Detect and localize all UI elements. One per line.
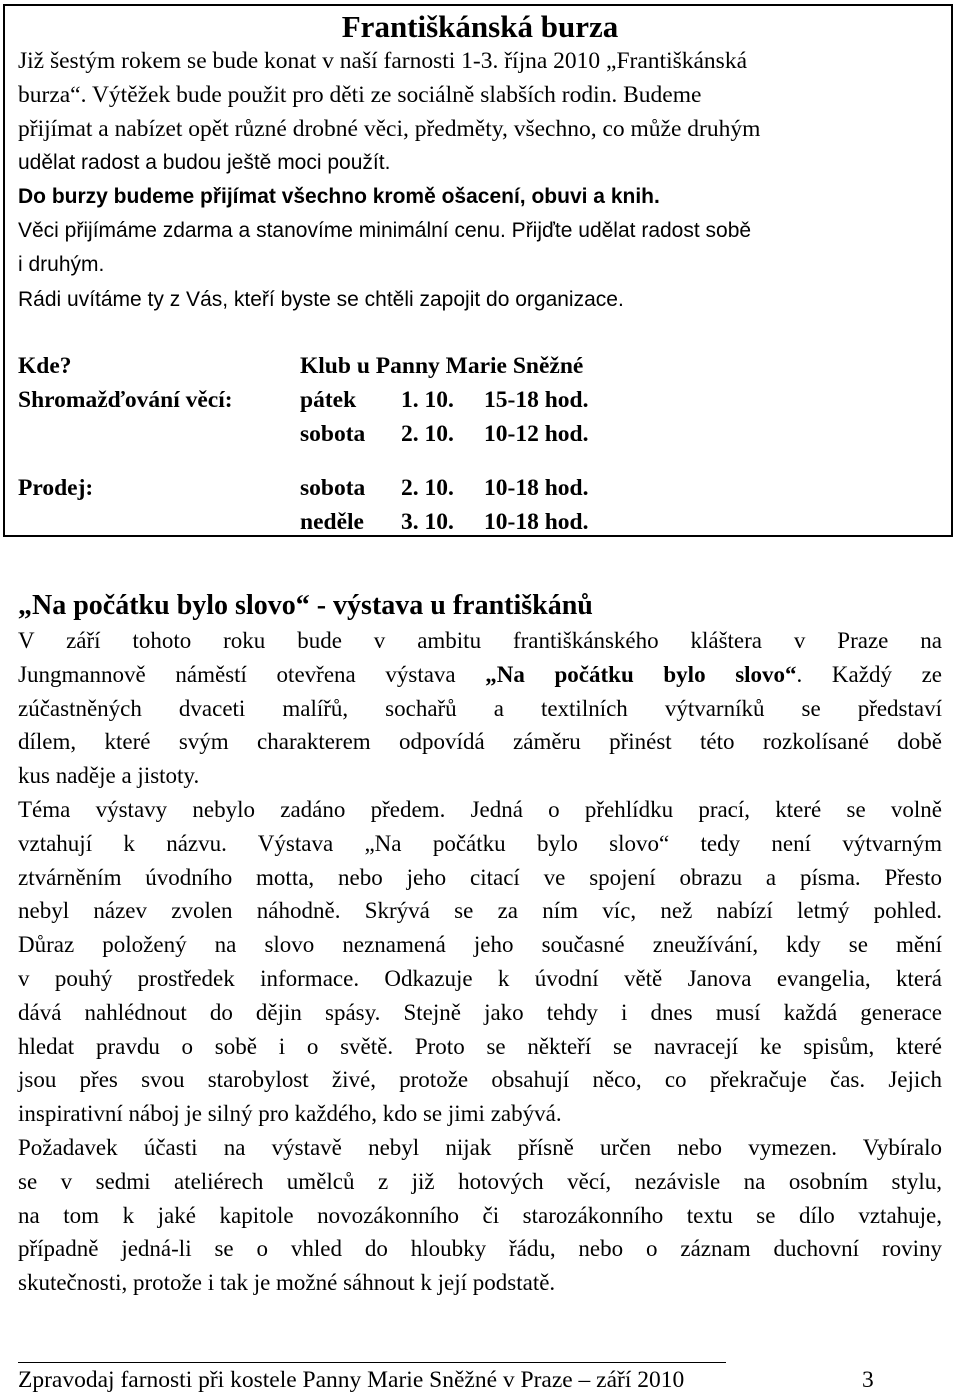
exhibition-paragraph-1 xyxy=(18,624,942,793)
schedule-day: sobota xyxy=(300,475,366,501)
bazaar-title: Františkánská burza xyxy=(341,9,619,44)
paragraph-text: Jungmannově náměstí otevřena výstava xyxy=(18,661,486,687)
paragraph-line: na tom k jaké kapitole novozákonního či starozákonního textu se dílo vztahuje, xyxy=(18,1202,942,1228)
paragraph-line: dílem, které svým charakterem odpovídá záměru přinést této rozkolísané době xyxy=(18,729,942,755)
paragraph-line: Důraz položený na slovo neznamená jeho současné zneužívání, kdy se mění xyxy=(18,932,942,958)
schedule-time: 15-18 hod. xyxy=(484,387,589,413)
where-value: Klub u Panny Marie Sněžné xyxy=(300,353,584,379)
paragraph-line: v pouhý prostředek informace. Odkazuje k úvodní větě Janova evangelia, která xyxy=(18,965,942,991)
paragraph-line: inspirativní náboj je silný pro každého, kdo se jimi zabývá. xyxy=(18,1101,562,1127)
paragraph-line: zúčastněných dvaceti malířů, sochařů a textilních výtvarníků se představí xyxy=(18,695,942,721)
schedule-day: pátek xyxy=(300,387,357,413)
paragraph-line: Téma výstavy nebylo zadáno předem. Jedná o přehlídku prací, které se volně xyxy=(18,797,942,822)
paragraph-line: Požadavek účasti na výstavě nebyl nijak přísně určen nebo vymezen. Vybíralo xyxy=(18,1135,942,1160)
paragraph-line: V září tohoto roku bude v ambitu františkánského kláštera v Praze na xyxy=(18,628,942,653)
page-number: 3 xyxy=(862,1367,874,1393)
paragraph-line: případně jedná-li se o vhled do hloubky řádu, nebo o záznam duchovní roviny xyxy=(18,1236,942,1262)
schedule-date: 3. 10. xyxy=(401,509,454,535)
footer-text: Zpravodaj farnosti při kostele Panny Marie Sněžné v Praze – září 2010 xyxy=(18,1367,685,1393)
schedule-day: neděle xyxy=(300,509,364,535)
paragraph-line: hledat pravdu o sobě i o světě. Proto se někteří se navracejí ke spisům, které xyxy=(18,1033,942,1059)
bazaar-text-line: udělat radost a budou ještě moci použít. xyxy=(18,151,391,174)
schedule-date: 2. 10. xyxy=(401,475,454,501)
exhibition-heading: „Na počátku bylo slovo“ - výstava u františkánů xyxy=(18,590,593,621)
schedule-time: 10-18 hod. xyxy=(484,509,589,535)
bazaar-text-line: Rádi uvítáme ty z Vás, kteří byste se chtěli zapojit do organizace. xyxy=(18,288,624,311)
paragraph-line: kus naděje a jistoty. xyxy=(18,763,200,789)
paragraph-line: skutečnosti, protože i tak je možné sáhnout k její podstatě. xyxy=(18,1270,556,1296)
exhibition-paragraph-2 xyxy=(18,793,942,1131)
paragraph-line: ztvárněním úvodního motta, nebo jeho citací ve spojení obrazu a písma. Přesto xyxy=(18,864,942,890)
paragraph-line: jsou přes svou starobylost živé, protože obsahují něco, co překračuje čas. Jejich xyxy=(18,1067,942,1093)
bazaar-text-line: Věci přijímáme zdarma a stanovíme minimální cenu. Přijďte udělat radost sobě xyxy=(18,219,752,242)
exhibition-paragraph-3 xyxy=(18,1131,942,1300)
paragraph-line: se v sedmi ateliérech umělců z již hotových věcí, nezávisle na osobním stylu, xyxy=(18,1168,942,1194)
schedule-time: 10-12 hod. xyxy=(484,421,589,447)
bazaar-text-line: burza“. Výtěžek bude použit pro děti ze sociálně slabších rodin. Budeme xyxy=(18,82,702,108)
paragraph-line: vztahují k názvu. Výstava „Na počátku bylo slovo“ tedy není výtvarným xyxy=(18,830,942,856)
bazaar-exclusion-note: Do burzy budeme přijímat všechno kromě ošacení, obuvi a knih. xyxy=(18,185,660,208)
paragraph-text: . Každý ze xyxy=(796,661,943,687)
schedule-day: sobota xyxy=(300,421,366,447)
paragraph-line: dává nahlédnout do dějin spásy. Stejně jako tehdy i dnes musí každá generace xyxy=(18,999,942,1025)
paragraph-line xyxy=(18,658,942,692)
bazaar-text-line: i druhým. xyxy=(18,253,105,276)
schedule-date: 1. 10. xyxy=(401,387,454,413)
where-label: Kde? xyxy=(18,353,72,379)
sale-label: Prodej: xyxy=(18,475,94,501)
collection-label: Shromažďování věcí: xyxy=(18,387,233,413)
schedule-time: 10-18 hod. xyxy=(484,475,589,501)
schedule-date: 2. 10. xyxy=(401,421,454,447)
bazaar-text-line: přijímat a nabízet opět různé drobné věci, předměty, všechno, co může druhým xyxy=(18,116,761,142)
paragraph-line: nebyl název zvolen náhodně. Skrývá se za ním víc, než nabízí letmý pohled. xyxy=(18,898,942,924)
footer-rule xyxy=(18,1362,726,1363)
exhibition-title-inline: „Na počátku bylo slovo“ xyxy=(485,661,797,687)
bazaar-text-line: Již šestým rokem se bude konat v naší farnosti 1-3. října 2010 „Františkánská xyxy=(18,48,748,74)
